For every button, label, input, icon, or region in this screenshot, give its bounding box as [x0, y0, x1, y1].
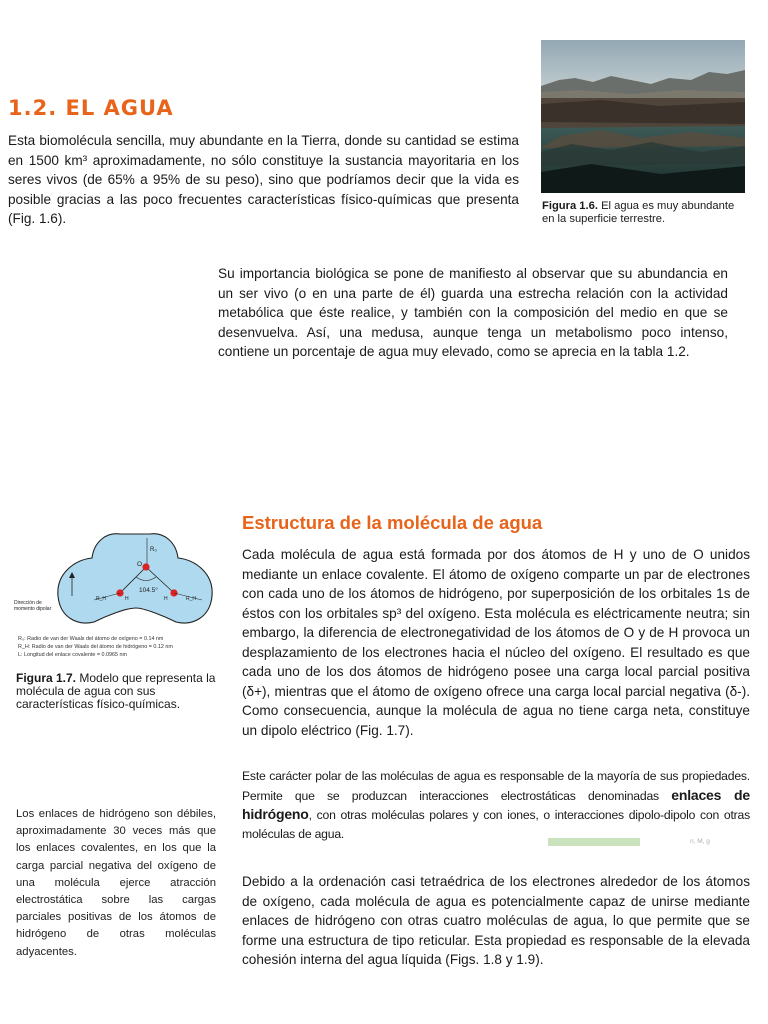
figure-1-6-label: Figura 1.6.: [542, 200, 598, 212]
r-h-label-right: R_H: [186, 596, 197, 602]
polar-text-after: , con otras moléculas polares y con iones, o interacciones dipolo-dipolo con otras moléculas de agua.: [242, 808, 750, 841]
oxygen-label: O: [137, 561, 143, 568]
oxygen-atom: [142, 563, 149, 570]
figure-1-7-label: Figura 1.7.: [16, 671, 77, 685]
faint-mark: n, M, g: [690, 838, 710, 845]
figure-1-6-text: El agua es muy abundante en la superficie terrestre.: [542, 200, 735, 225]
legend-line-1: R₀: Radio de van der Waals del átomo de oxígeno = 0.14 nm: [18, 636, 164, 642]
r-o-label: R₀: [150, 547, 157, 553]
figure-1-7-caption: [16, 672, 221, 712]
polar-paragraph: [242, 767, 750, 843]
r-h-label-left: R_H: [96, 596, 107, 602]
dipole-label-2: momento dipolar: [14, 606, 52, 612]
water-molecule-diagram: [14, 520, 226, 668]
hydrogen-label-right: H: [164, 596, 168, 602]
legend-line-3: L: Longitud del enlace covalente = 0.0965 nm: [18, 652, 127, 658]
intro-paragraph: Esta biomolécula sencilla, muy abundante en la Tierra, donde su cantidad se estima en 1500 km³ aproximadamente, no sólo constituye la sustancia mayoritaria en los seres vivos (de 65% a 95% de su peso), sino que podríamos decir que la vida es posible gracias a las poco frecuentes características físico-químicas que presenta (Fig. 1.6).: [8, 133, 519, 226]
structure-title: Estructura de la molécula de agua: [242, 512, 543, 533]
tetrahedral-paragraph: Debido a la ordenación casi tetraédrica de los electrones alrededor de los átomos de oxígeno, cada molécula de agua es potencialmente capaz de unirse mediante enlaces de hidrógeno con otras cuatro moléculas de agua, lo que permite que se forme una estructura de tipo reticular. Esta propiedad es responsable de la elevada cohesión interna del agua líquida (Figs. 1.8 y 1.9).: [242, 874, 750, 967]
side-note: Los enlaces de hidrógeno son débiles, aproximadamente 30 veces más que los enlaces covalentes, en los que la carga parcial negativa del oxígeno de una molécula ejerce atracción electrostática sobre las cargas parciales positivas de los átomos de hidrógeno de otras moléculas adyacentes.: [16, 808, 216, 958]
hydrogen-label-left: H: [125, 596, 129, 602]
figure-1-7-text: Modelo que representa la molécula de agua con sus características físico-químicas.: [16, 671, 216, 712]
importance-paragraph: Su importancia biológica se pone de manifiesto al observar que su abundancia en un ser vivo (o en una parte de él) guarda una estrecha relación con la actividad metabólica que éste realice, y también con la composición del medio en que se desenvuelva. Así, una medusa, aunque tenga un metabolismo poco intenso, contiene un porcentaje de agua muy elevado, como se aprecia en la tabla 1.2.: [218, 266, 728, 359]
legend-line-2: R_H: Radio de van der Waals del átomo de hidrógeno = 0.12 nm: [18, 644, 173, 650]
hydrogen-bonds-term: enlaces de hidrógeno: [242, 786, 750, 822]
coast-photo: [541, 40, 745, 193]
section-title: 1.2. EL AGUA: [8, 96, 174, 120]
structure-paragraph: Cada molécula de agua está formada por dos átomos de H y uno de O unidos mediante un enlace covalente. El átomo de oxígeno comparte un par de electrones con cada uno de los átomos de hidrógeno, por superposición de los orbitales 1s de éstos con los orbitales sp³ del oxígeno. Esta molécula es eléctricamente neutra; sin embargo, la diferencia de electronegatividad de los átomos de O y de H provoca un desplazamiento de los electrones hacia el núcleo del oxígeno. El resultado es que cada uno de los dos átomos de hidrógeno posee una carga local parcial positiva (δ+), mientras que el átomo de oxígeno ofrece una carga local parcial negativa (δ-). Como consecuencia, aunque la molécula de agua no tiene carga neta, constituye un dipolo eléctrico (Fig. 1.7).: [242, 547, 750, 738]
figure-1-6-caption: [542, 200, 747, 226]
angle-label: 104.5°: [139, 587, 158, 594]
scan-smudge: [548, 838, 640, 846]
dipole-label-1: Dirección de: [14, 600, 42, 606]
polar-text-before: Este carácter polar de las moléculas de agua es responsable de la mayoría de sus propiedades. Permite que se produzcan interacciones electrostáticas denominadas: [242, 769, 750, 803]
